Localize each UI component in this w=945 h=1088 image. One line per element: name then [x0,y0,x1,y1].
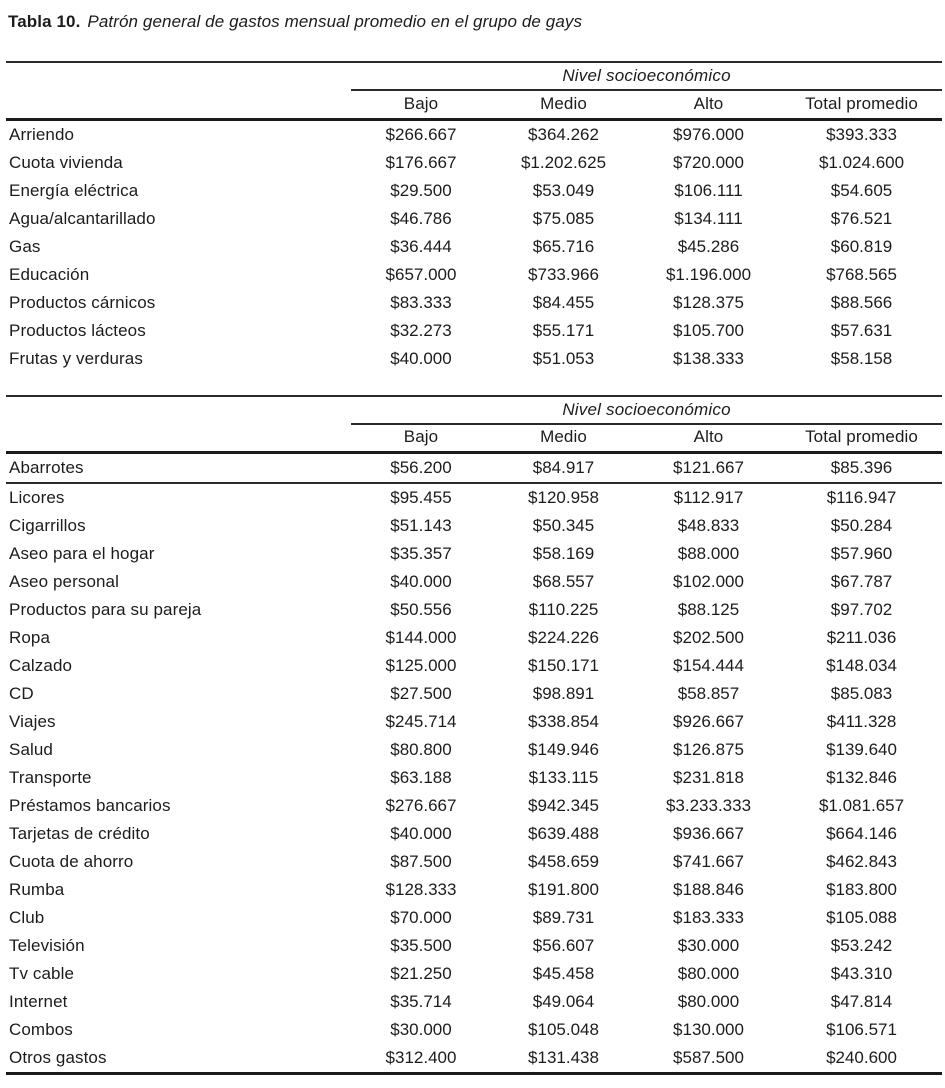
value-cell: $138.333 [673,348,744,368]
table-row [6,680,942,708]
value-cell: $134.111 [674,208,743,228]
value-cell: $128.333 [385,880,457,899]
value-cell: $126.875 [673,740,744,759]
value-cell: $35.500 [390,936,452,955]
value-cell: $56.200 [351,453,491,484]
table-row [6,904,942,932]
value-cell: $58.857 [677,684,740,703]
table-row [6,119,942,149]
row-label: Ropa [9,628,51,647]
value-cell: $188.846 [673,880,744,899]
column-header-bajo: Bajo [351,424,491,453]
value-cell: $110.225 [528,600,599,619]
table-body [6,453,942,1074]
value-cell: $76.521 [830,208,893,228]
value-cell: $148.034 [826,656,897,675]
table-row [6,233,942,261]
value-cell: $3.233.333 [665,796,752,815]
value-cell: $80.000 [677,964,740,983]
value-cell: $133.115 [528,768,599,787]
value-cell: $70.000 [390,908,452,927]
value-cell: $768.565 [826,264,897,284]
value-cell: $266.667 [385,124,457,144]
row-label: Licores [9,488,65,507]
row-label: Productos para su pareja [9,600,202,619]
value-cell: $51.143 [390,516,452,535]
value-cell: $191.800 [528,880,599,899]
value-cell: $1.024.600 [818,152,905,172]
value-cell: $639.488 [528,824,599,843]
value-cell: $183.800 [826,880,897,899]
column-header-row [6,90,942,119]
value-cell: $338.854 [528,712,599,731]
value-cell: $364.262 [528,124,599,144]
value-cell: $65.716 [532,236,595,256]
row-label: Aseo para el hogar [9,544,155,563]
table-row [6,568,942,596]
row-label: Educación [9,264,90,284]
value-cell: $49.064 [532,992,595,1011]
row-label: Aseo personal [9,572,119,591]
group-header-spacer [6,396,351,424]
row-label: Tv cable [9,964,75,983]
table-body [6,119,942,373]
row-label: Energía eléctrica [9,180,139,200]
value-cell: $47.814 [830,992,893,1011]
value-cell: $120.958 [528,488,599,507]
row-label: Productos cárnicos [9,292,156,312]
column-header-medio: Medio [491,424,636,453]
value-cell: $53.049 [532,180,595,200]
value-cell: $40.000 [390,348,452,368]
expenses-table-housing-food [6,61,942,373]
value-cell: $926.667 [673,712,744,731]
value-cell: $144.000 [385,628,457,647]
value-cell: $411.328 [826,712,897,731]
value-cell: $27.500 [390,684,452,703]
value-cell: $36.444 [390,236,452,256]
value-cell: $84.917 [491,453,636,484]
column-header-bajo: Bajo [351,90,491,119]
row-label: Internet [9,992,68,1011]
value-cell: $458.659 [528,852,599,871]
value-cell: $116.947 [826,488,897,507]
row-label: Calzado [9,656,73,675]
value-cell: $48.833 [677,516,740,535]
value-cell: $35.357 [390,544,452,563]
row-label: Otros gastos [9,1048,107,1067]
table-caption-text: Patrón general de gastos mensual promedio en el grupo de gays [87,12,583,31]
row-label: Rumba [9,880,65,899]
value-cell: $131.438 [528,1048,599,1067]
column-header-alto: Alto [636,424,781,453]
value-cell: $149.946 [528,740,599,759]
value-cell: $98.891 [532,684,595,703]
value-cell: $89.731 [532,908,595,927]
table-row [6,848,942,876]
table-row [6,960,942,988]
table-caption [8,11,944,33]
table-row [6,820,942,848]
table-row [6,540,942,568]
value-cell: $30.000 [677,936,740,955]
value-cell: $240.600 [826,1048,897,1067]
row-label: Préstamos bancarios [9,796,171,815]
value-cell: $84.455 [532,292,595,312]
value-cell: $95.455 [390,488,452,507]
table-row [6,205,942,233]
value-cell: $67.787 [830,572,893,591]
value-cell: $125.000 [385,656,457,675]
row-label: Agua/alcantarillado [9,208,156,228]
value-cell: $55.171 [532,320,595,340]
value-cell: $130.000 [673,1020,744,1039]
value-cell: $720.000 [673,152,744,172]
value-cell: $29.500 [390,180,452,200]
column-header-total-promedio: Total promedio [781,90,942,119]
value-cell: $121.667 [636,453,781,484]
value-cell: $1.196.000 [665,264,752,284]
value-cell: $202.500 [673,628,744,647]
value-cell: $211.036 [826,628,897,647]
row-label: Transporte [9,768,92,787]
value-cell: $105.088 [826,908,897,927]
table-row [6,932,942,960]
value-cell: $87.500 [390,852,452,871]
table-row [6,453,942,484]
value-cell: $657.000 [385,264,457,284]
value-cell: $741.667 [673,852,744,871]
value-cell: $88.000 [677,544,740,563]
table-row [6,1044,942,1074]
value-cell: $35.714 [390,992,452,1011]
value-cell: $45.286 [677,236,740,256]
row-label: Arriendo [9,124,75,144]
value-cell: $112.917 [673,488,744,507]
table-row [6,177,942,205]
value-cell: $132.846 [826,768,897,787]
value-cell: $58.158 [830,348,893,368]
value-cell: $102.000 [673,572,744,591]
table-row [6,792,942,820]
table-row [6,624,942,652]
value-cell: $63.188 [390,768,452,787]
table-row [6,988,942,1016]
table-row [6,512,942,540]
row-label: Club [9,908,45,927]
table-row [6,483,942,512]
value-cell: $80.000 [677,992,740,1011]
value-cell: $587.500 [673,1048,744,1067]
value-cell: $68.557 [532,572,595,591]
value-cell: $128.375 [673,292,744,312]
value-cell: $183.333 [673,908,744,927]
table-row [6,317,942,345]
value-cell: $88.125 [677,600,740,619]
column-header-total-promedio: Total promedio [781,424,942,453]
value-cell: $733.966 [528,264,599,284]
value-cell: $312.400 [385,1048,457,1067]
column-header-row [6,424,942,453]
value-cell: $75.085 [532,208,595,228]
value-cell: $942.345 [528,796,599,815]
value-cell: $45.458 [532,964,595,983]
table-row [6,289,942,317]
value-cell: $176.667 [385,152,457,172]
value-cell: $50.345 [532,516,595,535]
value-cell: $1.081.657 [818,796,905,815]
expenses-table-other [6,395,942,1076]
table-row [6,1016,942,1044]
value-cell: $30.000 [390,1020,452,1039]
value-cell: $231.818 [673,768,744,787]
value-cell: $150.171 [528,656,599,675]
column-header-spacer [6,424,351,453]
value-cell: $276.667 [385,796,457,815]
value-cell: $154.444 [673,656,744,675]
value-cell: $462.843 [826,852,897,871]
value-cell: $97.702 [830,600,893,619]
column-header-medio: Medio [491,90,636,119]
row-label: Abarrotes [6,453,351,484]
value-cell: $88.566 [830,292,893,312]
table-row [6,708,942,736]
row-label: Frutas y verduras [9,348,143,368]
value-cell: $139.640 [826,740,897,759]
column-header-alto: Alto [636,90,781,119]
value-cell: $56.607 [532,936,595,955]
value-cell: $21.250 [390,964,452,983]
table-row [6,345,942,373]
row-label: CD [9,684,34,703]
value-cell: $106.111 [674,180,743,200]
value-cell: $40.000 [390,824,452,843]
row-label: Cuota vivienda [9,152,123,172]
value-cell: $51.053 [532,348,595,368]
value-cell: $105.700 [673,320,744,340]
group-header-label: Nivel socioeconómico [351,62,942,90]
value-cell: $50.284 [830,516,893,535]
row-label: Productos lácteos [9,320,146,340]
value-cell: $50.556 [390,600,452,619]
row-label: Cuota de ahorro [9,852,134,871]
value-cell: $1.202.625 [520,152,607,172]
value-cell: $83.333 [390,292,452,312]
row-label: Tarjetas de crédito [9,824,150,843]
value-cell: $58.169 [532,544,595,563]
row-label: Cigarrillos [9,516,86,535]
value-cell: $105.048 [528,1020,599,1039]
row-label: Televisión [9,936,85,955]
value-cell: $85.083 [830,684,893,703]
row-label: Viajes [9,712,56,731]
value-cell: $224.226 [528,628,599,647]
value-cell: $40.000 [390,572,452,591]
row-label: Salud [9,740,53,759]
group-header-row [6,62,942,90]
value-cell: $393.333 [826,124,897,144]
table-caption-number: Tabla 10. [8,12,81,31]
value-cell: $46.786 [390,208,452,228]
row-label: Combos [9,1020,73,1039]
value-cell: $54.605 [830,180,893,200]
value-cell: $976.000 [673,124,744,144]
table-row [6,876,942,904]
group-header-row [6,396,942,424]
value-cell: $57.960 [830,544,893,563]
table-row [6,149,942,177]
value-cell: $85.396 [781,453,942,484]
column-header-spacer [6,90,351,119]
group-header-label: Nivel socioeconómico [351,396,942,424]
value-cell: $664.146 [826,824,897,843]
value-cell: $43.310 [830,964,893,983]
table-row [6,764,942,792]
row-label: Gas [9,236,41,256]
value-cell: $60.819 [830,236,893,256]
value-cell: $53.242 [830,936,893,955]
table-row [6,652,942,680]
group-header-spacer [6,62,351,90]
value-cell: $32.273 [390,320,452,340]
value-cell: $106.571 [826,1020,897,1039]
table-row [6,596,942,624]
value-cell: $936.667 [673,824,744,843]
table-row [6,261,942,289]
value-cell: $80.800 [390,740,452,759]
value-cell: $245.714 [385,712,457,731]
value-cell: $57.631 [830,320,893,340]
table-row [6,736,942,764]
